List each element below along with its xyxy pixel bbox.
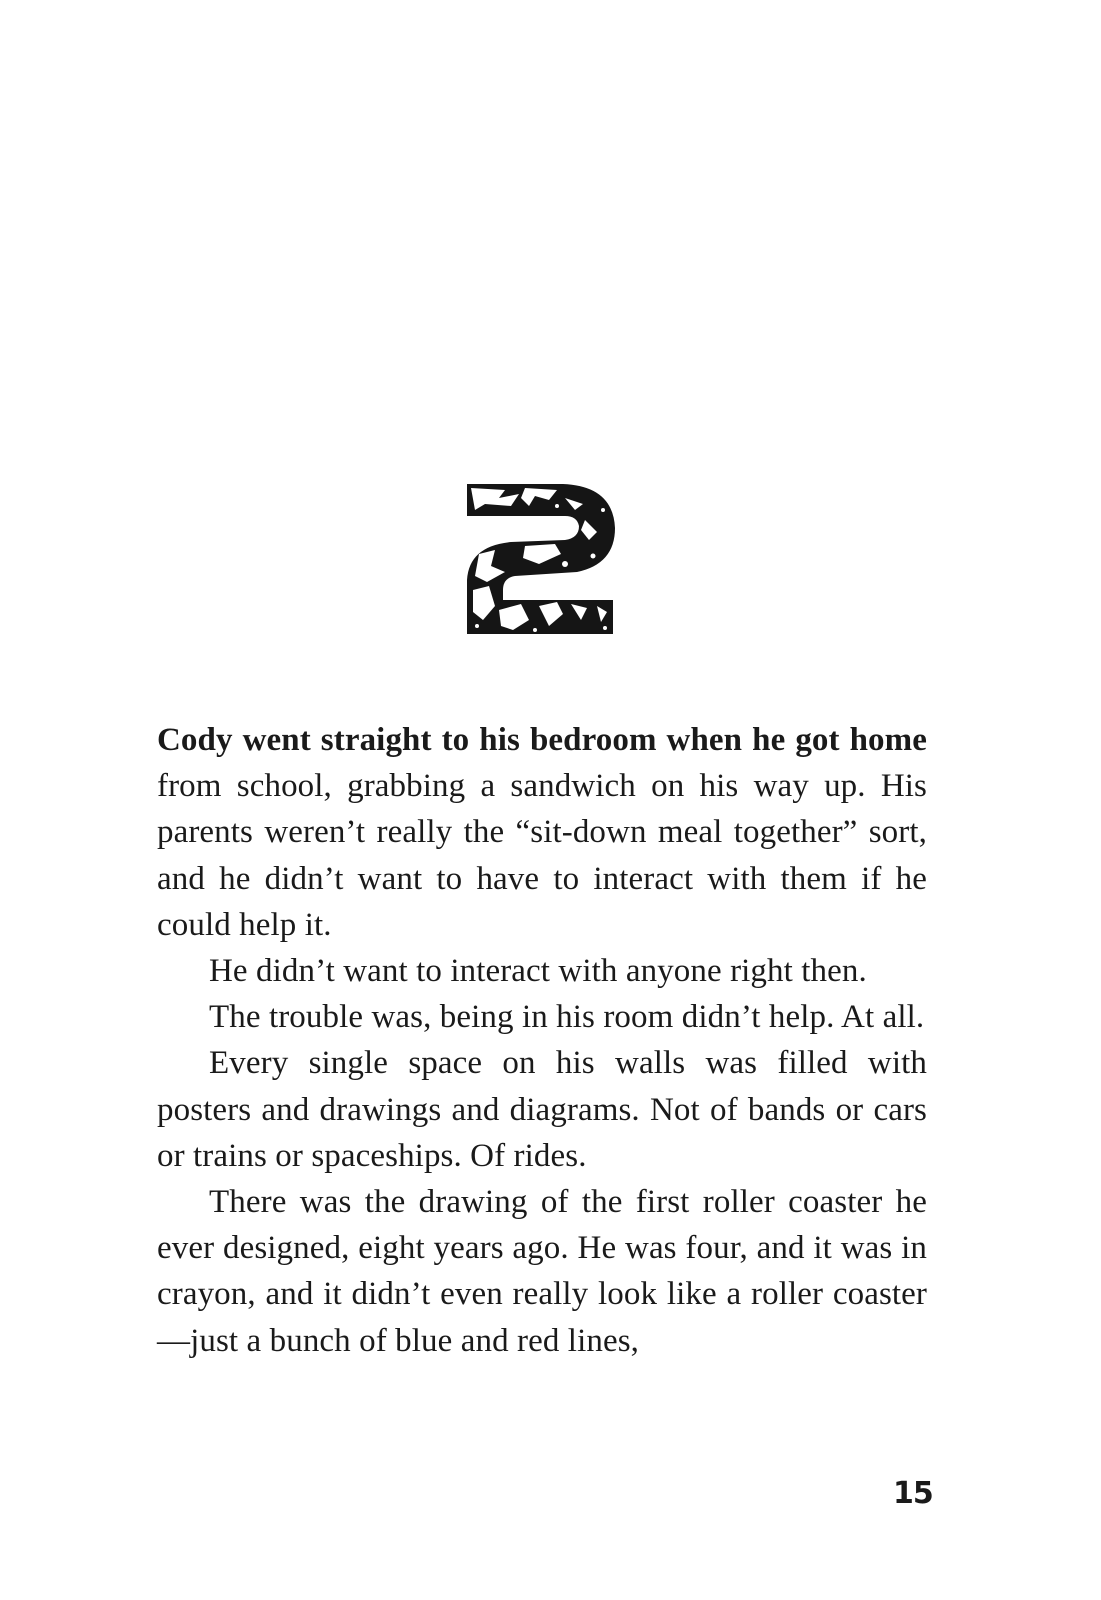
- page-number: 15: [893, 1476, 933, 1511]
- paragraph: There was the drawing of the first roller coaster he ever designed, eight years ago. He was four, and it was in crayon, and it didn’t even really look like a roller coaster—just a bunch of blue and red lines,: [157, 1184, 927, 1359]
- chapter-number: [465, 480, 625, 640]
- paragraph: [157, 717, 927, 948]
- paragraph-lead-in: Cody went straight to his bedroom when he got home: [157, 722, 927, 758]
- chapter-number-glyph: [465, 480, 625, 640]
- paragraph-text: from school, grabbing a sandwich on his way up. His parents weren’t really the “sit-down meal together” sort, and he didn’t want to have to interact with them if he could help it.: [157, 768, 927, 943]
- paragraph: The trouble was, being in his room didn’t help. At all.: [209, 999, 925, 1036]
- paragraph: Every single space on his walls was filled with posters and drawings and diagrams. Not of bands or cars or trains or spaceships. Of rides.: [157, 1045, 927, 1174]
- paragraph: He didn’t want to interact with anyone right then.: [209, 953, 867, 990]
- chapter-body: [157, 717, 927, 1364]
